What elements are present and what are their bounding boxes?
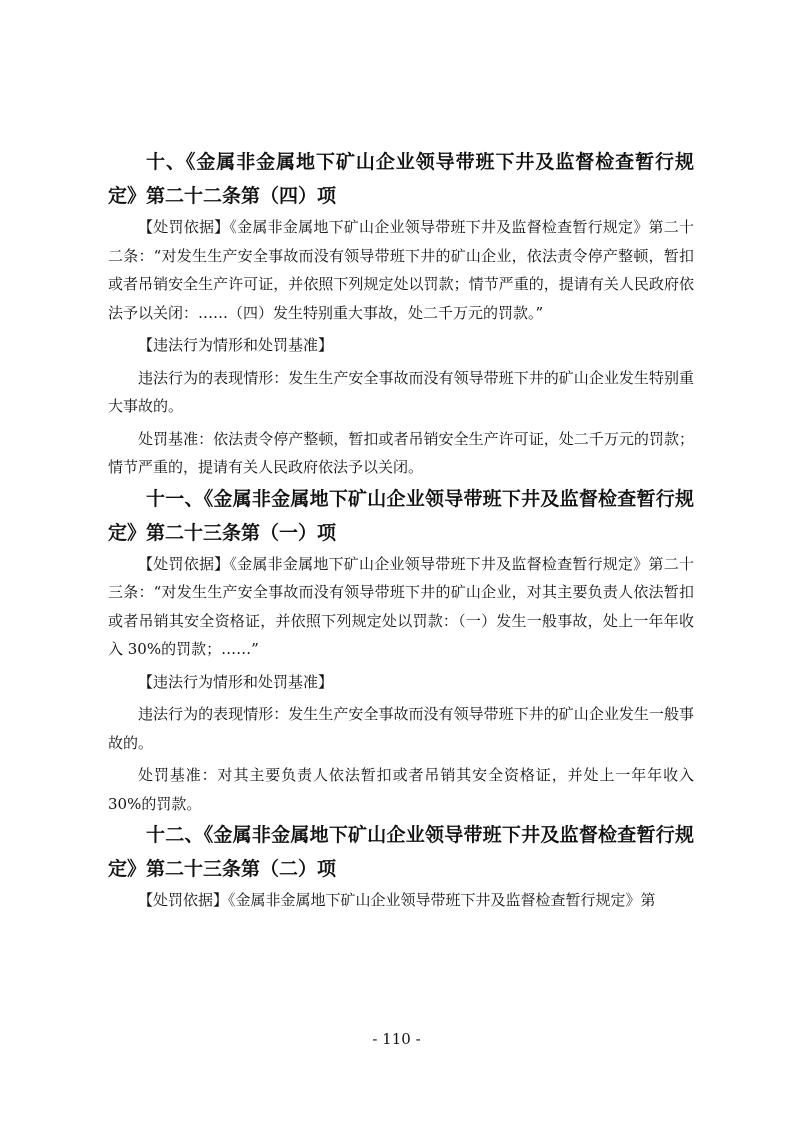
section-10-standard: 处罚基准：依法责令停产整顿，暂扣或者吊销安全生产许可证，处二千万元的罚款；情节严重的，提请有关人民政府依法予以关闭。 (108, 429, 694, 476)
section-11-standard: 处罚基准：对其主要负责人依法暂扣或者吊销其安全资格证，并处上一年年收入30%的罚款。 (108, 766, 694, 813)
section-11-heading: 十一、《金属非金属地下矿山企业领导带班下井及监督检查暂行规定》第二十三条第（一）项 (108, 487, 694, 544)
section-11-basis: 【处罚依据】《金属非金属地下矿山企业领导带班下井及监督检查暂行规定》第二十三条：“对发生生产安全事故而没有领导带班下井的矿山企业，对其主要负责人依法暂扣或者吊销其安全资格证，并依照下列规定处以罚款：（一）发生一般事故，处上一年年收入 30%的罚款；……” (108, 554, 694, 658)
section-12-heading: 十二、《金属非金属地下矿山企业领导带班下井及监督检查暂行规定》第二十三条第（二）项 (108, 824, 694, 880)
page-number: - 110 - (372, 1030, 421, 1048)
page-content (108, 145, 694, 915)
section-11-label: 【违法行为情形和处罚基准】 (138, 672, 334, 691)
section-10-basis: 【处罚依据】《金属非金属地下矿山企业领导带班下井及监督检查暂行规定》第二十二条：“对发生生产安全事故而没有领导带班下井的矿山企业，依法责令停产整顿，暂扣或者吊销安全生产许可证，并依照下列规定处以罚款；情节严重的，提请有关人民政府依法予以关闭：……（四）发生特别重大事故，处二千万元的罚款。” (108, 218, 694, 322)
section-10-situation: 违法行为的表现情形：发生生产安全事故而没有领导带班下井的矿山企业发生特别重大事故的。 (108, 368, 694, 415)
section-10-label: 【违法行为情形和处罚基准】 (138, 336, 334, 354)
section-12-basis: 【处罚依据】《金属非金属地下矿山企业领导带班下井及监督检查暂行规定》第 (138, 891, 656, 909)
section-11-situation: 违法行为的表现情形：发生生产安全事故而没有领导带班下井的矿山企业发生一般事故的。 (108, 705, 694, 752)
section-10-heading: 十、《金属非金属地下矿山企业领导带班下井及监督检查暂行规定》第二十二条第（四）项 (108, 151, 694, 207)
